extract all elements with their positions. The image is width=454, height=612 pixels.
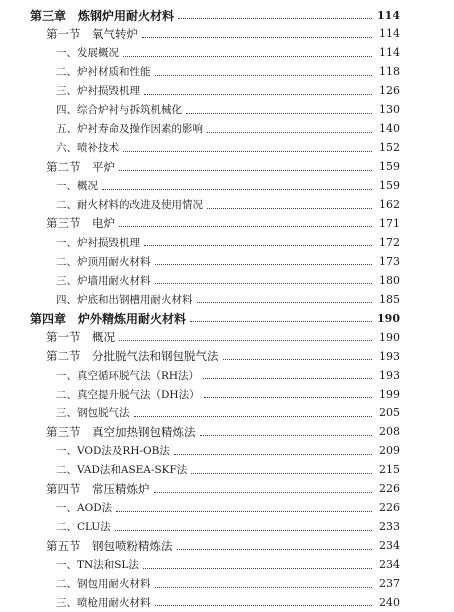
toc-entry-item xyxy=(0,517,454,537)
toc-entry-item xyxy=(0,498,454,518)
toc-entry-page-number: 172 xyxy=(379,235,400,249)
toc-entry-page-number: 190 xyxy=(377,311,400,325)
toc-entry-item xyxy=(0,138,454,158)
toc-entry-title: 二、炉衬材质和性能 xyxy=(56,66,151,79)
toc-entry-item xyxy=(0,555,454,575)
dot-leader xyxy=(155,263,373,265)
dot-leader xyxy=(155,604,373,606)
toc-entry-page-number: 118 xyxy=(379,65,400,79)
toc-entry-page-number: 159 xyxy=(379,179,400,193)
dot-leader xyxy=(116,510,372,512)
dot-leader xyxy=(119,169,372,171)
toc-entry-page-number: 215 xyxy=(379,463,400,477)
dot-leader xyxy=(144,93,372,95)
toc-entry-page-number: 237 xyxy=(379,577,400,590)
toc-entry-page-number: 193 xyxy=(379,349,400,363)
toc-entry-page-number: 190 xyxy=(379,330,400,344)
dot-leader xyxy=(178,17,372,19)
toc-entry-title: 三、喷枪用耐火材料 xyxy=(56,596,151,609)
dot-leader xyxy=(144,244,372,246)
dot-leader xyxy=(223,358,373,360)
toc-entry-title: 五、炉衬寿命及操作因素的影响 xyxy=(56,123,203,136)
dot-leader xyxy=(143,567,372,569)
toc-entry-title: 一、真空循环脱气法（RH法） xyxy=(56,369,200,382)
dot-leader xyxy=(115,529,372,531)
toc-entry-item xyxy=(0,81,454,101)
toc-entry-item xyxy=(0,195,454,215)
toc-entry-item xyxy=(0,384,454,404)
dot-leader xyxy=(197,301,373,303)
toc-entry-title: 第四章 炉外精炼用耐火材料 xyxy=(30,311,187,326)
dot-leader xyxy=(102,188,372,190)
dot-leader xyxy=(155,282,373,284)
dot-leader xyxy=(190,320,372,322)
toc-entry-page-number: 208 xyxy=(379,425,400,439)
toc-entry-section xyxy=(0,157,454,177)
toc-entry-page-number: 159 xyxy=(379,160,400,174)
toc-entry-title: 二、钢包用耐火材料 xyxy=(56,578,151,590)
toc-entry-item xyxy=(0,176,454,196)
toc-entry-title: 一、发展概况 xyxy=(56,47,119,60)
toc-entry-title: 第三节 真空加热钢包精炼法 xyxy=(46,424,196,439)
toc-entry-page-number: 114 xyxy=(379,46,400,60)
toc-entry-page-number: 233 xyxy=(379,520,400,534)
toc-entry-title: 第二节 分批脱气法和钢包脱气法 xyxy=(46,349,219,364)
toc-entry-title: 一、炉衬损毁机理 xyxy=(56,236,140,249)
toc-entry-title: 第一节 概况 xyxy=(46,330,115,345)
toc-entry-page-number: 162 xyxy=(379,198,400,211)
toc-entry-title: 一、TN法和SL法 xyxy=(56,559,139,572)
toc-entry-title: 三、炉衬损毁机理 xyxy=(56,85,140,98)
dot-leader xyxy=(142,36,372,38)
toc-entry-page-number: 199 xyxy=(379,387,400,401)
toc-entry-section xyxy=(0,346,454,366)
toc-entry-item xyxy=(0,251,454,271)
toc-entry-page-number: 130 xyxy=(379,103,400,117)
toc-entry-page-number: 209 xyxy=(379,444,400,458)
toc-entry-item xyxy=(0,62,454,82)
toc-entry-title: 二、真空提升脱气法（DH法） xyxy=(56,388,200,401)
toc-entry-page-number: 171 xyxy=(379,216,400,230)
dot-leader xyxy=(203,377,372,379)
toc-entry-title: 二、CLU法 xyxy=(56,521,111,534)
dot-leader xyxy=(119,225,372,227)
dot-leader xyxy=(155,74,373,76)
toc-entry-title: 二、炉顶用耐火材料 xyxy=(56,255,151,268)
toc-entry-title: 四、综合炉衬与拆筑机械化 xyxy=(56,104,182,117)
dot-leader xyxy=(186,112,372,114)
toc-entry-item xyxy=(0,365,454,385)
dot-leader xyxy=(119,339,372,341)
toc-entry-section xyxy=(0,422,454,442)
toc-entry-title: 二、VAD法和ASEA-SKF法 xyxy=(56,464,188,477)
dot-leader xyxy=(207,207,372,209)
toc-entry-page-number: 226 xyxy=(379,482,400,496)
toc-entry-chapter xyxy=(0,5,454,25)
toc-entry-title: 第一节 氧气转炉 xyxy=(46,26,138,41)
dot-leader xyxy=(204,396,372,398)
toc-entry-item xyxy=(0,460,454,480)
dot-leader xyxy=(191,472,372,474)
toc-entry-item xyxy=(0,592,454,612)
toc-entry-page-number: 234 xyxy=(379,539,400,553)
toc-entry-title: 一、VOD法及RH-OB法 xyxy=(56,445,170,458)
toc-entry-title: 三、炉墙用耐火材料 xyxy=(56,274,151,287)
toc-entry-title: 第三节 电炉 xyxy=(46,216,115,231)
toc-entry-item xyxy=(0,119,454,139)
toc-entry-item xyxy=(0,43,454,63)
toc-entry-title: 四、炉底和出钢槽用耐火材料 xyxy=(56,293,193,306)
toc-entry-page-number: 234 xyxy=(379,558,400,572)
toc-entry-title: 第五节 钢包喷粉精炼法 xyxy=(46,538,173,553)
toc-entry-title: 一、AOD法 xyxy=(56,502,113,515)
toc-entry-title: 第四节 常压精炼炉 xyxy=(46,481,150,496)
toc-entry-title: 三、钢包脱气法 xyxy=(56,407,130,420)
dot-leader xyxy=(177,548,373,550)
toc-entry-page-number: 152 xyxy=(379,141,400,155)
toc-entry-title: 六、喷补技术 xyxy=(56,142,119,155)
toc-entry-page-number: 114 xyxy=(379,27,400,41)
dot-leader xyxy=(134,415,373,417)
dot-leader xyxy=(200,434,373,436)
dot-leader xyxy=(154,491,373,493)
toc-entry-page-number: 205 xyxy=(379,406,400,420)
toc-entry-title: 一、概况 xyxy=(56,180,98,193)
toc-entry-section xyxy=(0,213,454,233)
toc-entry-page-number: 114 xyxy=(377,8,400,22)
dot-leader xyxy=(207,131,372,133)
toc-entry-page-number: 126 xyxy=(379,84,400,98)
toc-entry-title: 第二节 平炉 xyxy=(46,159,115,174)
dot-leader xyxy=(174,453,372,455)
toc-entry-chapter xyxy=(0,308,454,328)
dot-leader xyxy=(155,586,373,588)
toc-entry-page-number: 140 xyxy=(379,122,400,136)
toc-entry-page-number: 173 xyxy=(379,254,400,268)
toc-entry-section xyxy=(0,327,454,347)
toc-entry-page-number: 185 xyxy=(379,292,400,306)
toc-entry-page-number: 180 xyxy=(379,273,400,287)
toc-entry-item xyxy=(0,289,454,309)
dot-leader xyxy=(123,150,372,152)
toc-entry-section xyxy=(0,24,454,44)
toc-entry-item xyxy=(0,403,454,423)
toc-entry-title: 第三章 炼钢炉用耐火材料 xyxy=(30,8,175,23)
toc-entry-title: 二、耐火材料的改进及使用情况 xyxy=(56,199,203,211)
toc-entry-item xyxy=(0,441,454,461)
toc-entry-item xyxy=(0,270,454,290)
toc-entry-page-number: 193 xyxy=(379,368,400,382)
toc-entry-section xyxy=(0,536,454,556)
toc-entry-page-number: 226 xyxy=(379,501,400,515)
toc-entry-page-number: 240 xyxy=(379,595,400,609)
toc-entry-item xyxy=(0,100,454,120)
dot-leader xyxy=(123,55,372,57)
toc-entry-item xyxy=(0,232,454,252)
toc-entry-section xyxy=(0,479,454,499)
